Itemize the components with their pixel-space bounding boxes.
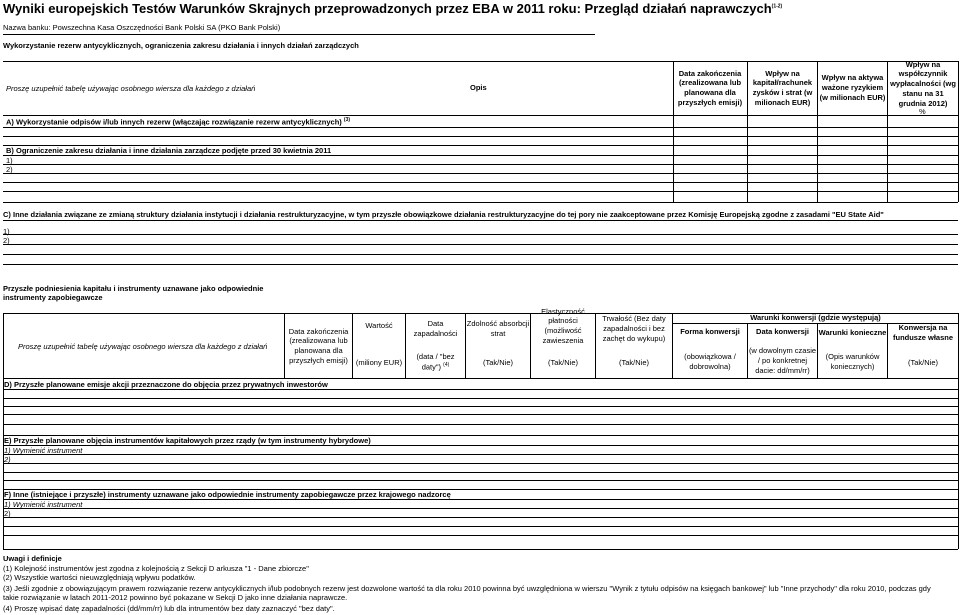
maturity-sub-text: (data / "bez daty") (416, 352, 455, 372)
table2-conv-fund: Konwersja na fundusze własne (892, 323, 953, 342)
table2-conv-date-sub: (w dowolnym czasie / po konkretnej dacie: dd/mm/rr) (748, 346, 817, 375)
table2-header-value-sub: (miliony EUR) (355, 358, 403, 368)
table2-header-flex-sub: (Tak/Nie) (547, 358, 578, 368)
note-3: (3) Jeśli zgodnie z obowiązującym prawem rozwiązanie rezerw antycyklicznych i/lub podobnych rezerw jest dozwolone wartość ta dla roku 2010 powinna być uwzględniona w wierszu "Wynik z tytułu odpisów na księgach bankowej" lub "Inne przychody" dla roku 2010, podczas gdy takie rozwiązanie w latach 2011-2012 powinno być pokazane w Sekcji D jako inne działania naprawcze. (3, 584, 931, 603)
table2-header-loss: Zdolność absorbcji strat (466, 319, 530, 338)
table1-header-rwa: Wpływ na aktywa ważone ryzykiem (w milionach EUR) (819, 73, 886, 102)
section-d-label: D) Przyszłe planowane emisje akcji przeznaczone do objęcia przez prywatnych inwestorów (4, 380, 328, 389)
section2-title: Przyszłe podniesienia kapitału i instrumenty uznawane jako odpowiednie instrumenty zapobiegawcze (3, 284, 264, 303)
section-a-sup: (3) (343, 117, 351, 123)
section-c-label: C) Inne działania związane ze zmianą struktury działania instytucji i działania restrukturyzacyjne, w tym przyszłe obowiązkowe działania restrukturyzacyjne do tej pory nie zaakceptowane przez Komisję Europejską zgodne z zasadami "EU State Aid" (3, 210, 884, 219)
notes-title: Uwagi i definicje (3, 554, 62, 563)
section-f-row-2: 2) (4, 509, 11, 518)
table1-header-date: Data zakończenia (zrealizowana lub planowana dla przyszłych emisji) (677, 68, 743, 107)
section-c-row-2: 2) (3, 236, 10, 245)
section-a-label (6, 117, 350, 127)
table2-header-loss-sub: (Tak/Nie) (482, 358, 513, 368)
table1-opis-header: Opis (470, 83, 487, 92)
section-b-label: B) Ograniczenie zakresu działania i inne działania zarządcze podjęte przed 30 kwietnia 2011 (6, 146, 332, 155)
table2-header-perm-sub: (Tak/Nie) (618, 358, 649, 368)
section-e-row-2: 2) (4, 455, 11, 464)
page-title (3, 1, 782, 16)
section-c-row-1: 1) (3, 227, 10, 236)
bank-name: Nazwa banku: Powszechna Kasa Oszczędności Bank Polski SA (PKO Bank Polski) (3, 23, 281, 32)
subtitle: Wykorzystanie rezerw antycyklicznych, ograniczenia zakresu działania i innych działań zarządczych (3, 41, 359, 50)
table2-conv-form-sub: (obowiązkowa / dobrowolna) (684, 352, 736, 371)
table2-header-maturity: Data zapadalności (413, 319, 458, 338)
table2-header-maturity-sub (406, 351, 465, 373)
table2-conv-cond-sub: (Opis warunków koniecznych) (825, 352, 880, 371)
table2-conv-cond: Warunki konieczne (818, 328, 887, 338)
section-f-row-1: 1) Wymienić instrument (4, 500, 83, 509)
note-1: (1) Kolejność instrumentów jest zgodna z kolejnością z Sekcji D arkusza "1 - Dane zbiorcze" (3, 564, 309, 573)
page-title-sup: (1-2) (771, 3, 783, 10)
table1-pct: % (919, 107, 926, 116)
section-a-text: A) Wykorzystanie odpisów i/lub innych rezerw (włączając rozwiązanie rezerw antycyklicznych) (6, 117, 342, 127)
table2-header-perm: Trwałość (Bez daty zapadalności i bez zachęt do wykupu) (602, 314, 666, 343)
note-2: (2) Wszystkie wartości nieuwzględniają wpływu podatków. (3, 573, 196, 582)
section-b-row-1: 1) (6, 156, 13, 165)
section-b-row-2: 2) (6, 165, 13, 174)
section-f-label: F) Inne (istniejące i przyszłe) instrumenty uznawane jako odpowiednie instrumenty zapobiegawcze przez krajowego nadzorcę (4, 490, 451, 499)
table2-conv-group: Warunki konwersji (gdzie występują) (750, 313, 881, 323)
note-4: (4) Proszę wpisać datę zapadalności (dd/mm/rr) lub dla intrumentów bez daty zaznaczyć "bez daty". (3, 604, 335, 613)
maturity-sup: (4) (443, 361, 450, 368)
table1-header-ratio: Wpływ na współczynnik wypłacalności (wg stanu na 31 grudnia 2012) (890, 59, 956, 108)
table2-instruction: Proszę uzupełnić tabelę używając osobnego wiersza dla każdego z działań (18, 342, 268, 351)
page-title-text: Wyniki europejskich Testów Warunków Skrajnych przeprowadzonych przez EBA w 2011 roku: Przegląd działań naprawczych (3, 1, 772, 16)
section-e-label: E) Przyszłe planowane objęcia instrumentów kapitałowych przez rządy (w tym instrumenty hybrydowe) (4, 436, 371, 445)
table2-header-date: Data zakończenia (zrealizowana lub planowana dla przyszłych emisji) (288, 326, 349, 365)
table2-conv-date: Data konwersji (756, 327, 809, 337)
table2-conv-form: Forma konwersji (680, 327, 740, 337)
table2-header-flex: Elastyczność płatności (możliwość zawieszenia (541, 306, 585, 345)
table2-header-value: Wartość (365, 321, 393, 331)
section-e-row-1: 1) Wymienić instrument (4, 446, 83, 455)
table2-conv-fund-sub: (Tak/Nie) (907, 358, 938, 368)
table1-instruction: Proszę uzupełnić tabelę używając osobnego wiersza dla każdego z działań (6, 84, 256, 93)
table1-header-capital: Wpływ na kapitał/rachunek zysków i strat (w milionach EUR) (752, 68, 813, 107)
